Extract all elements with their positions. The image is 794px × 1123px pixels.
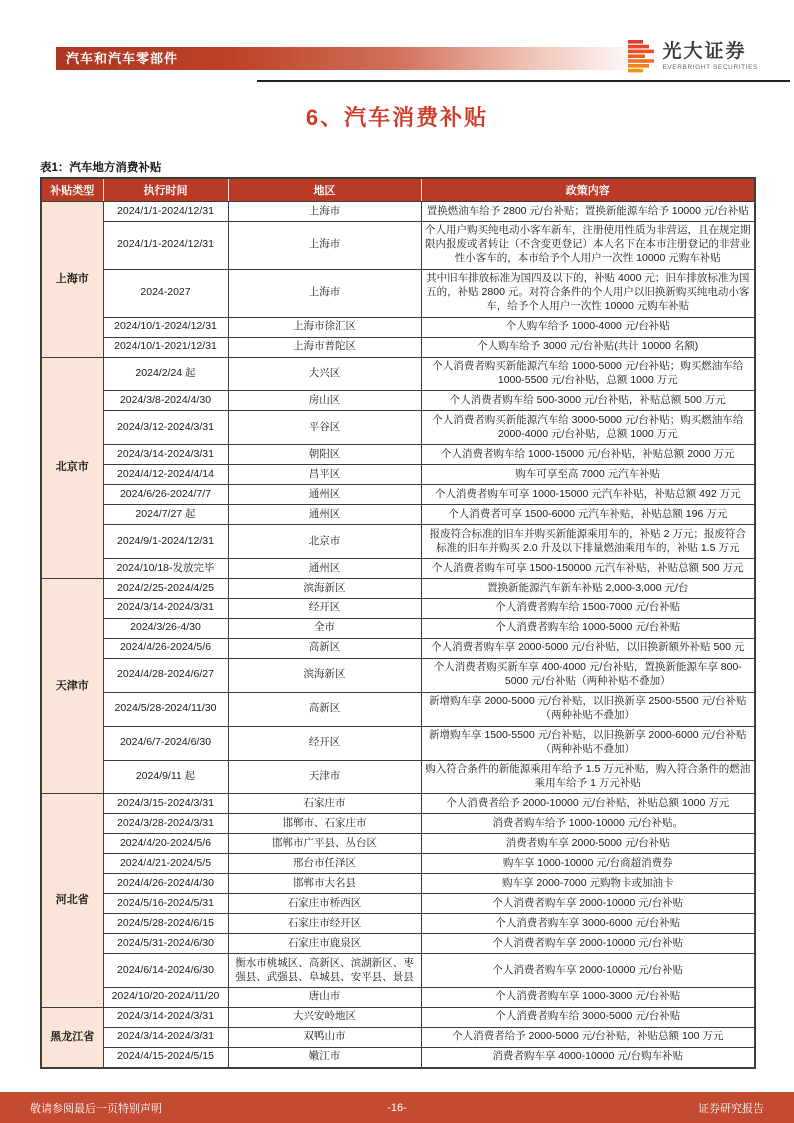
policy-cell: 个人消费者购车享 2000-10000 元/台补贴 bbox=[421, 934, 755, 954]
exec-time-cell: 2024/10/20-2024/11/20 bbox=[103, 987, 228, 1007]
region-cell: 通州区 bbox=[228, 485, 421, 505]
table-row bbox=[41, 1007, 755, 1027]
table-row bbox=[41, 1047, 755, 1067]
region-cell: 上海市 bbox=[228, 221, 421, 269]
exec-time-cell: 2024-2027 bbox=[103, 269, 228, 317]
table-row bbox=[41, 638, 755, 658]
brand-name-cn: 光大证券 bbox=[662, 41, 747, 62]
policy-cell: 个人消费者购买新车享 400-4000 元/台补贴，置换新能源车享 800-5000 元/台补贴（两种补贴不叠加） bbox=[421, 658, 755, 692]
subsidy-type-cell: 河北省 bbox=[41, 794, 103, 1007]
exec-time-cell: 2024/3/14-2024/3/31 bbox=[103, 598, 228, 618]
report-category-band bbox=[56, 47, 642, 70]
exec-time-cell: 2024/3/26-4/30 bbox=[103, 618, 228, 638]
table-row bbox=[41, 525, 755, 559]
policy-cell: 个人购车给予 1000-4000 元/台补贴 bbox=[421, 317, 755, 337]
exec-time-cell: 2024/6/26-2024/7/7 bbox=[103, 485, 228, 505]
policy-cell: 个人消费者购车给 500-3000 元/台补贴，补贴总额 500 万元 bbox=[421, 391, 755, 411]
exec-time-cell: 2024/3/15-2024/3/31 bbox=[103, 794, 228, 814]
policy-cell: 个人消费者购车给 1500-7000 元/台补贴 bbox=[421, 598, 755, 618]
policy-cell: 消费者购车享 4000-10000 元/台购车补贴 bbox=[421, 1047, 755, 1067]
policy-cell: 个人消费者可享 1500-6000 元汽车补贴，补贴总额 196 万元 bbox=[421, 505, 755, 525]
exec-time-cell: 2024/6/14-2024/6/30 bbox=[103, 954, 228, 988]
brand-logo-text bbox=[662, 42, 758, 71]
policy-cell: 购入符合条件的新能源乘用车给予 1.5 万元补贴，购入符合条件的燃油乘用车给予 1 万元补贴 bbox=[421, 760, 755, 794]
table-row bbox=[41, 726, 755, 760]
table-header-row bbox=[41, 178, 755, 202]
policy-cell: 个人购车给予 3000 元/台补贴(共计 10000 名额) bbox=[421, 337, 755, 357]
exec-time-cell: 2024/10/1-2021/12/31 bbox=[103, 337, 228, 357]
table-row bbox=[41, 760, 755, 794]
table-row bbox=[41, 505, 755, 525]
exec-time-cell: 2024/3/8-2024/4/30 bbox=[103, 391, 228, 411]
table-row bbox=[41, 337, 755, 357]
region-cell: 朝阳区 bbox=[228, 445, 421, 465]
table-row bbox=[41, 445, 755, 465]
region-cell: 大兴安岭地区 bbox=[228, 1007, 421, 1027]
subsidy-table-container bbox=[40, 177, 754, 1069]
policy-cell: 置换新能源汽车新车补贴 2,000-3,000 元/台 bbox=[421, 579, 755, 599]
table-row bbox=[41, 987, 755, 1007]
region-cell: 通州区 bbox=[228, 505, 421, 525]
policy-cell: 个人消费者购车可享 1500-150000 元汽车补贴，补贴总额 500 万元 bbox=[421, 559, 755, 579]
brand-name-en: EVERBRIGHT SECURITIES bbox=[662, 64, 758, 71]
region-cell: 石家庄市鹿泉区 bbox=[228, 934, 421, 954]
policy-cell: 个人消费者购车给 1000-15000 元/台补贴，补贴总额 2000 万元 bbox=[421, 445, 755, 465]
region-cell: 上海市 bbox=[228, 269, 421, 317]
exec-time-cell: 2024/6/7-2024/6/30 bbox=[103, 726, 228, 760]
region-cell: 滨海新区 bbox=[228, 579, 421, 599]
table-row bbox=[41, 658, 755, 692]
table-row bbox=[41, 411, 755, 445]
table-row bbox=[41, 317, 755, 337]
table-row bbox=[41, 269, 755, 317]
exec-time-cell: 2024/3/14-2024/3/31 bbox=[103, 1027, 228, 1047]
policy-cell: 报废符合标准的旧车并购买新能源乘用车的，补贴 2 万元；报废符合标准的旧车并购买 2.0 升及以下排量燃油乘用车的，补贴 1.5 万元 bbox=[421, 525, 755, 559]
exec-time-cell: 2024/2/24 起 bbox=[103, 357, 228, 391]
region-cell: 全市 bbox=[228, 618, 421, 638]
table-row bbox=[41, 794, 755, 814]
region-cell: 邢台市任泽区 bbox=[228, 854, 421, 874]
region-cell: 邯郸市大名县 bbox=[228, 874, 421, 894]
region-cell: 北京市 bbox=[228, 525, 421, 559]
col-header-policy: 政策内容 bbox=[421, 178, 755, 202]
subsidy-type-cell: 上海市 bbox=[41, 202, 103, 358]
exec-time-cell: 2024/4/12-2024/4/14 bbox=[103, 465, 228, 485]
region-cell: 上海市普陀区 bbox=[228, 337, 421, 357]
exec-time-cell: 2024/5/31-2024/6/30 bbox=[103, 934, 228, 954]
region-cell: 通州区 bbox=[228, 559, 421, 579]
exec-time-cell: 2024/10/1-2024/12/31 bbox=[103, 317, 228, 337]
region-cell: 唐山市 bbox=[228, 987, 421, 1007]
policy-cell: 个人消费者购车享 2000-10000 元/台补贴 bbox=[421, 894, 755, 914]
footer-disclaimer: 敬请参阅最后一页特别声明 bbox=[30, 1102, 162, 1115]
table-row bbox=[41, 391, 755, 411]
exec-time-cell: 2024/9/1-2024/12/31 bbox=[103, 525, 228, 559]
subsidy-type-cell: 北京市 bbox=[41, 357, 103, 578]
report-category-label: 汽车和汽车零部件 bbox=[66, 51, 179, 66]
footer-report-type: 证券研究报告 bbox=[698, 1102, 764, 1115]
exec-time-cell: 2024/10/18-发放完毕 bbox=[103, 559, 228, 579]
table-row bbox=[41, 934, 755, 954]
policy-cell: 购车可享至高 7000 元汽车补贴 bbox=[421, 465, 755, 485]
everbright-logo-icon bbox=[628, 40, 655, 73]
table-row bbox=[41, 914, 755, 934]
region-cell: 双鸭山市 bbox=[228, 1027, 421, 1047]
exec-time-cell: 2024/4/21-2024/5/5 bbox=[103, 854, 228, 874]
region-cell: 嫩江市 bbox=[228, 1047, 421, 1067]
policy-cell: 个人消费者给予 2000-10000 元/台补贴，补贴总额 1000 万元 bbox=[421, 794, 755, 814]
policy-cell: 个人消费者购车给 3000-5000 元/台补贴 bbox=[421, 1007, 755, 1027]
region-cell: 石家庄市经开区 bbox=[228, 914, 421, 934]
region-cell: 上海市徐汇区 bbox=[228, 317, 421, 337]
policy-cell: 购车享 2000-7000 元购物卡或加油卡 bbox=[421, 874, 755, 894]
policy-cell: 个人用户购买纯电动小客车新车，注册使用性质为非营运，且在规定期限内报废或者转让（不含变更登记）本人名下在本市注册登记的非营业性小客车的，本市给予个人用户一次性 10000 元购车补贴 bbox=[421, 221, 755, 269]
policy-cell: 个人消费者购车享 2000-5000 元/台补贴，以旧换新额外补贴 500 元 bbox=[421, 638, 755, 658]
col-header-region: 地区 bbox=[228, 178, 421, 202]
table-row bbox=[41, 579, 755, 599]
exec-time-cell: 2024/4/20-2024/5/6 bbox=[103, 834, 228, 854]
region-cell: 邯郸市广平县、丛台区 bbox=[228, 834, 421, 854]
col-header-subsidy-type: 补贴类型 bbox=[41, 178, 103, 202]
exec-time-cell: 2024/5/28-2024/6/15 bbox=[103, 914, 228, 934]
exec-time-cell: 2024/9/11 起 bbox=[103, 760, 228, 794]
exec-time-cell: 2024/7/27 起 bbox=[103, 505, 228, 525]
region-cell: 天津市 bbox=[228, 760, 421, 794]
policy-cell: 新增购车享 2000-5000 元/台补贴，以旧换新享 2500-5500 元/台补贴（两种补贴不叠加） bbox=[421, 692, 755, 726]
table-row bbox=[41, 202, 755, 222]
exec-time-cell: 2024/4/15-2024/5/15 bbox=[103, 1047, 228, 1067]
brand-logo bbox=[628, 40, 758, 73]
policy-cell: 新增购车享 1500-5500 元/台补贴，以旧换新享 2000-6000 元/台补贴（两种补贴不叠加） bbox=[421, 726, 755, 760]
exec-time-cell: 2024/4/28-2024/6/27 bbox=[103, 658, 228, 692]
table-row bbox=[41, 874, 755, 894]
policy-cell: 个人消费者购车享 3000-6000 元/台补贴 bbox=[421, 914, 755, 934]
table-caption: 表1：汽车地方消费补贴 bbox=[40, 162, 162, 174]
table-row bbox=[41, 357, 755, 391]
table-row bbox=[41, 465, 755, 485]
table-row bbox=[41, 954, 755, 988]
region-cell: 邯郸市、石家庄市 bbox=[228, 814, 421, 834]
col-header-exec-time: 执行时间 bbox=[103, 178, 228, 202]
subsidy-type-cell: 黑龙江省 bbox=[41, 1007, 103, 1067]
region-cell: 大兴区 bbox=[228, 357, 421, 391]
policy-cell: 置换燃油车给予 2800 元/台补贴；置换新能源车给予 10000 元/台补贴 bbox=[421, 202, 755, 222]
exec-time-cell: 2024/3/12-2024/3/31 bbox=[103, 411, 228, 445]
policy-cell: 消费者购车享 2000-5000 元/台补贴 bbox=[421, 834, 755, 854]
region-cell: 石家庄市桥西区 bbox=[228, 894, 421, 914]
table-row bbox=[41, 1027, 755, 1047]
page-title: 6、汽车消费补贴 bbox=[305, 105, 489, 130]
exec-time-cell: 2024/3/28-2024/3/31 bbox=[103, 814, 228, 834]
region-cell: 衡水市桃城区、高新区、滨湖新区、枣强县、武强县、阜城县、安平县、景县 bbox=[228, 954, 421, 988]
policy-cell: 购车享 1000-10000 元/台商超消费券 bbox=[421, 854, 755, 874]
exec-time-cell: 2024/4/26-2024/5/6 bbox=[103, 638, 228, 658]
subsidy-table bbox=[40, 177, 756, 1069]
table-row bbox=[41, 485, 755, 505]
region-cell: 石家庄市 bbox=[228, 794, 421, 814]
policy-cell: 其中旧车排放标准为国四及以下的，补贴 4000 元；旧车排放标准为国五的，补贴 2800 元。对符合条件的个人用户以旧换新购买纯电动小客车，给予个人用户一次性 10000 元购车补贴 bbox=[421, 269, 755, 317]
exec-time-cell: 2024/1/1-2024/12/31 bbox=[103, 202, 228, 222]
exec-time-cell: 2024/4/26-2024/4/30 bbox=[103, 874, 228, 894]
exec-time-cell: 2024/5/16-2024/5/31 bbox=[103, 894, 228, 914]
subsidy-type-cell: 天津市 bbox=[41, 579, 103, 794]
page-footer bbox=[0, 1092, 794, 1123]
region-cell: 经开区 bbox=[228, 726, 421, 760]
table-row bbox=[41, 814, 755, 834]
table-row bbox=[41, 692, 755, 726]
table-row bbox=[41, 221, 755, 269]
page-number: -16- bbox=[387, 1101, 407, 1114]
table-row bbox=[41, 598, 755, 618]
table-row bbox=[41, 618, 755, 638]
policy-cell: 个人消费者购车享 1000-3000 元/台补贴 bbox=[421, 987, 755, 1007]
region-cell: 平谷区 bbox=[228, 411, 421, 445]
table-row bbox=[41, 854, 755, 874]
region-cell: 滨海新区 bbox=[228, 658, 421, 692]
exec-time-cell: 2024/3/14-2024/3/31 bbox=[103, 445, 228, 465]
policy-cell: 个人消费者购车可享 1000-15000 元汽车补贴，补贴总额 492 万元 bbox=[421, 485, 755, 505]
table-row bbox=[41, 894, 755, 914]
region-cell: 高新区 bbox=[228, 692, 421, 726]
region-cell: 上海市 bbox=[228, 202, 421, 222]
policy-cell: 个人消费者购车享 2000-10000 元/台补贴 bbox=[421, 954, 755, 988]
region-cell: 房山区 bbox=[228, 391, 421, 411]
policy-cell: 个人消费者购买新能源汽车给 1000-5000 元/台补贴；购买燃油车给 1000-5500 元/台补贴，总额 1000 万元 bbox=[421, 357, 755, 391]
region-cell: 高新区 bbox=[228, 638, 421, 658]
policy-cell: 个人消费者购车给 1000-5000 元/台补贴 bbox=[421, 618, 755, 638]
exec-time-cell: 2024/2/25-2024/4/25 bbox=[103, 579, 228, 599]
table-row bbox=[41, 559, 755, 579]
policy-cell: 个人消费者给予 2000-5000 元/台补贴，补贴总额 100 万元 bbox=[421, 1027, 755, 1047]
header-divider bbox=[257, 80, 790, 82]
exec-time-cell: 2024/5/28-2024/11/30 bbox=[103, 692, 228, 726]
exec-time-cell: 2024/1/1-2024/12/31 bbox=[103, 221, 228, 269]
table-row bbox=[41, 834, 755, 854]
region-cell: 昌平区 bbox=[228, 465, 421, 485]
policy-cell: 个人消费者购买新能源汽车给 3000-5000 元/台补贴；购买燃油车给 2000-4000 元/台补贴，总额 1000 万元 bbox=[421, 411, 755, 445]
region-cell: 经开区 bbox=[228, 598, 421, 618]
policy-cell: 消费者购车给予 1000-10000 元/台补贴。 bbox=[421, 814, 755, 834]
exec-time-cell: 2024/3/14-2024/3/31 bbox=[103, 1007, 228, 1027]
